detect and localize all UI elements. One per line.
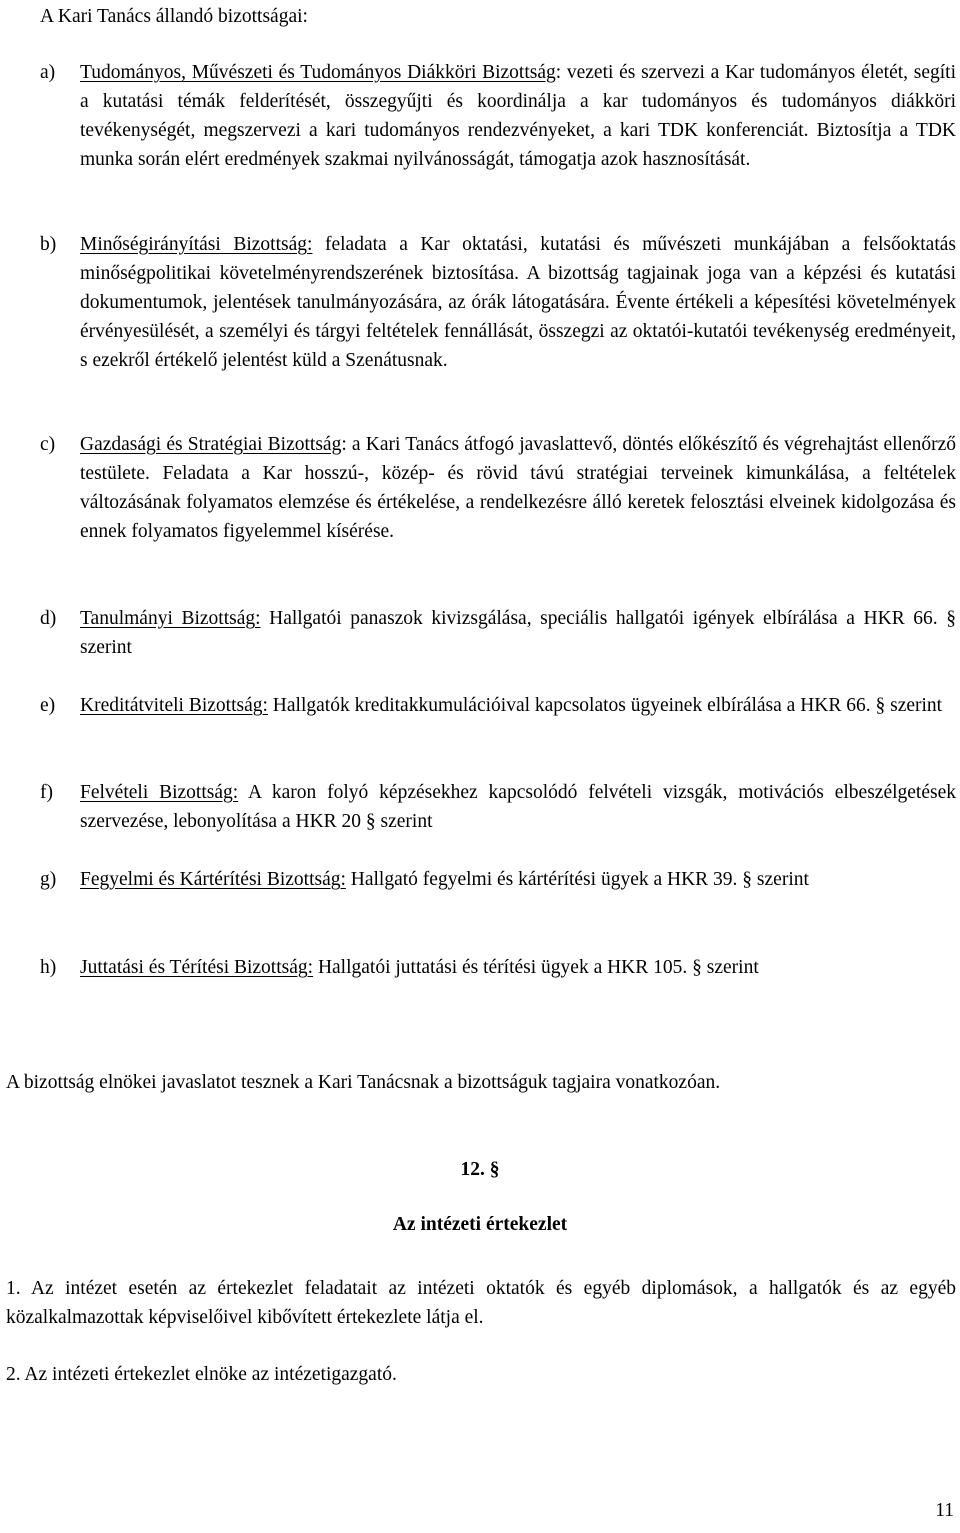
item-letter: h) xyxy=(40,957,57,978)
committee-name: Minőségirányítási Bizottság: xyxy=(80,234,313,255)
committee-name: Gazdasági és Stratégiai Bizottság xyxy=(80,434,342,455)
item-letter: c) xyxy=(40,434,56,455)
item-text xyxy=(80,230,956,375)
item-letter: e) xyxy=(40,695,56,716)
section-paragraph-2: 2. Az intézeti értekezlet elnöke az intézetigazgató. xyxy=(6,1364,397,1385)
item-letter: g) xyxy=(40,869,57,890)
committee-description: a Kari Tanács átfogó javaslattevő, döntés előkészítő és végrehajtást ellenőrző testülete. Feladata a Kar hosszú-, közép- és rövid távú stratégiai terveinek kimunkálása, a feltételek változásának folyamatos elemzése és értékelése, a rendelkezésre álló keretek felosztási elveinek kidolgozása és ennek folyamatos figyelemmel kísérése. xyxy=(80,434,956,542)
committee-description: vezeti és szervezi a Kar tudományos életét, segíti a kutatási témák felderítését, összegyűjti és koordinálja a kar tudományos és tudományos diákköri tevékenységét, megszervezi a kari tudományos rendezvényeket, a kari TDK konferenciát. Biztosítja a TDK munka során elért eredmények szakmai nyilvánosságát, támogatja azok hasznosítását. xyxy=(80,62,956,170)
item-text xyxy=(80,430,956,546)
committee-name: Kreditátviteli Bizottság: xyxy=(80,695,268,716)
committee-name: Juttatási és Térítési Bizottság: xyxy=(80,957,314,978)
item-separator: : xyxy=(555,62,562,83)
committee-description: Hallgatók kreditakkumulációival kapcsolatos ügyeinek elbírálása a HKR 66. § szerint xyxy=(267,695,943,716)
section-paragraph-1: 1. Az intézet esetén az értekezlet feladatait az intézeti oktatók és egyéb diplomások, a hallgatók és az egyéb közalkalmazottak képviselőivel kibővített értekezlete látja el. xyxy=(6,1278,956,1328)
committee-item-c xyxy=(40,430,956,546)
committee-name: Tanulmányi Bizottság: xyxy=(80,608,261,629)
item-letter: b) xyxy=(40,234,57,255)
item-letter: a) xyxy=(40,62,56,83)
committee-description: Hallgatói juttatási és térítési ügyek a HKR 105. § szerint xyxy=(313,957,759,978)
item-text xyxy=(80,58,956,174)
committee-name: Fegyelmi és Kártérítési Bizottság: xyxy=(80,869,346,890)
item-separator: : xyxy=(341,434,347,455)
committees-heading: A Kari Tanács állandó bizottságai: xyxy=(40,6,308,27)
committee-name: Felvételi Bizottság: xyxy=(80,782,239,803)
section-number: 12. § xyxy=(460,1159,500,1180)
committee-name: Tudományos, Művészeti és Tudományos Diákköri Bizottság xyxy=(80,62,556,83)
item-letter: f) xyxy=(40,782,53,803)
committee-item-e xyxy=(40,691,956,720)
item-text xyxy=(80,691,956,720)
committee-item-d xyxy=(40,604,956,662)
committee-description: Hallgató fegyelmi és kártérítési ügyek a HKR 39. § szerint xyxy=(345,869,809,890)
page-number: 11 xyxy=(935,1500,954,1521)
item-text xyxy=(80,953,956,982)
committee-description: A karon folyó képzésekhez kapcsolódó felvételi vizsgák, motivációs elbeszélgetések szervezése, lebonyolítása a HKR 20 § szerint xyxy=(80,782,957,832)
item-letter: d) xyxy=(40,608,57,629)
committee-description: Hallgatói panaszok kivizsgálása, speciális hallgatói igények elbírálása a HKR 66. § szerint xyxy=(80,608,956,658)
committee-item-g xyxy=(40,865,956,894)
committee-item-h xyxy=(40,953,956,982)
item-text xyxy=(80,865,956,894)
closing-paragraph: A bizottság elnökei javaslatot tesznek a Kari Tanácsnak a bizottságuk tagjaira vonatkozóan. xyxy=(6,1072,721,1093)
committee-description: feladata a Kar oktatási, kutatási és művészeti munkájában a felsőoktatás minőségpolitikai követelményrendszerének biztosítása. A bizottság tagjainak joga van a képzési és kutatási dokumentumok, jelentések tanulmányozására, az órák látogatására. Évente értékeli a képesítési követelmények érvényesülését, a személyi és tárgyi feltételek fennállását, összegzi az oktatói-kutatói tevékenység eredményeit, s ezekről értékelő jelentést küld a Szenátusnak. xyxy=(80,234,956,371)
committee-item-a xyxy=(40,58,956,174)
committee-item-f xyxy=(40,778,956,836)
item-text xyxy=(80,778,956,836)
item-text xyxy=(80,604,956,662)
committee-item-b xyxy=(40,230,956,375)
section-title: Az intézeti értekezlet xyxy=(392,1214,568,1235)
